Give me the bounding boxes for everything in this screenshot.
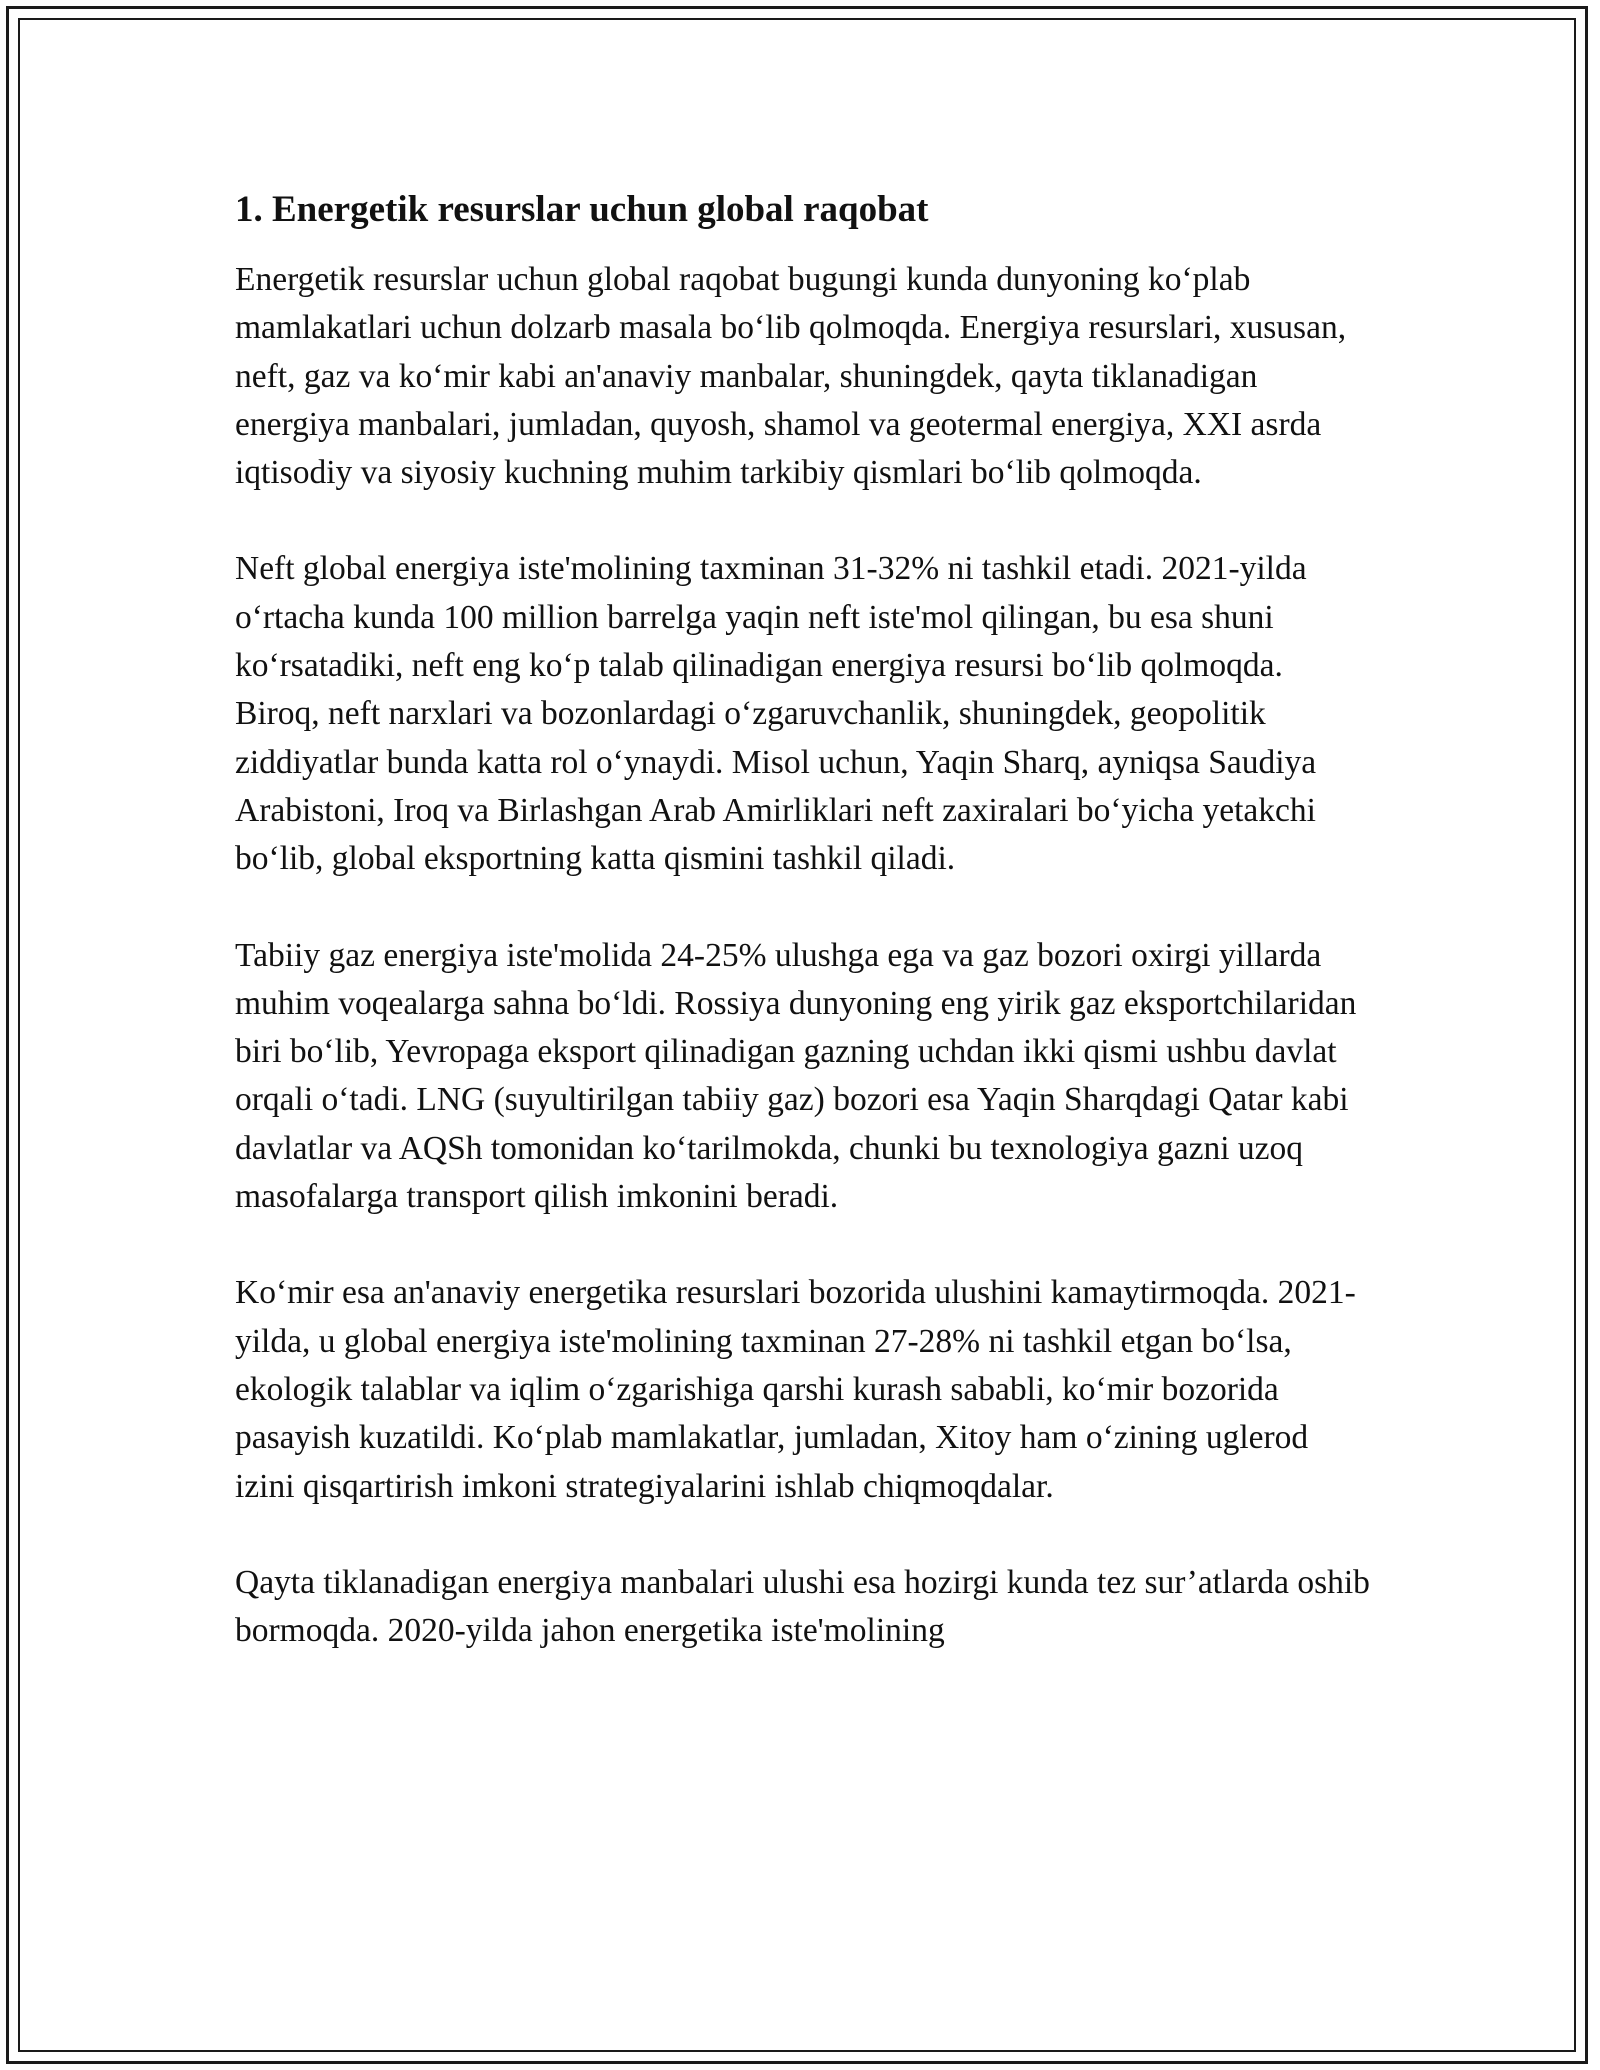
paragraph-gas: Tabiiy gaz energiya iste'molida 24-25% ulushga ega va gaz bozori oxirgi yillarda muhim voqealarga sahna bo‘ldi. Rossiya dunyoning eng yirik gaz eksportchilaridan biri bo‘lib, Yevropaga eksport qilinadigan gazning uchdan ikki qismi ushbu davlat orqali o‘tadi. LNG (suyultirilgan tabiiy gaz) bozori esa Yaqin Sharqdagi Qatar kabi davlatlar va AQSh tomonidan ko‘tarilmokda, chunki bu texnologiya gazni uzoq masofalarga transport qilish imkonini beradi. xyxy=(235,936,1357,1216)
paragraph-intro: Energetik resurslar uchun global raqobat bugungi kunda dunyoning ko‘plab mamlakatlari uchun dolzarb masala bo‘lib qolmoqda. Energiya resurslari, xususan, neft, gaz va ko‘mir kabi an'anaviy manbalar, shuningdek, qayta tiklanadigan energiya manbalari, jumladan, quyosh, shamol va geotermal energiya, XXI asrda iqtisodiy va siyosiy kuchning muhim tarkibiy qismlari bo‘lib qolmoqda. xyxy=(235,261,1347,492)
paragraph-coal: Ko‘mir esa an'anaviy energetika resurslari bozorida ulushini kamaytirmoqda. 2021-yilda, u global energiya iste'molining taxminan 27-28% ni tashkil etgan bo‘lsa, ekologik talablar va iqlim o‘zgarishiga qarshi kurash sababli, ko‘mir bozorida pasayish kuzatildi. Ko‘plab mamlakatlar, jumladan, Xitoy ham o‘zining uglerod izini qisqartirish imkoni strategiyalarini ishlab chiqmoqdalar. xyxy=(235,1274,1356,1505)
section-heading: 1. Energetik resurslar uchun global raqobat xyxy=(235,189,929,230)
document-body xyxy=(235,186,1370,1655)
paragraph-oil: Neft global energiya iste'molining taxminan 31-32% ni tashkil etadi. 2021-yilda o‘rtacha kunda 100 million barrelga yaqin neft iste'mol qilingan, bu esa shuni ko‘rsatadiki, neft eng ko‘p talab qilinadigan energiya resursi bo‘lib qolmoqda. Biroq, neft narxlari va bozonlardagi o‘zgaruvchanlik, shuningdek, geopolitik ziddiyatlar bunda katta rol o‘ynaydi. Misol uchun, Yaqin Sharq, ayniqsa Saudiya Arabistoni, Iroq va Birlashgan Arab Amirliklari neft zaxiralari bo‘yicha yetakchi bo‘lib, global eksportning katta qismini tashkil qiladi. xyxy=(235,550,1317,878)
paragraph-renewables: Qayta tiklanadigan energiya manbalari ulushi esa hozirgi kunda tez sur’atlarda oshib bormoqda. 2020-yilda jahon energetika iste'molining xyxy=(235,1563,1370,1650)
